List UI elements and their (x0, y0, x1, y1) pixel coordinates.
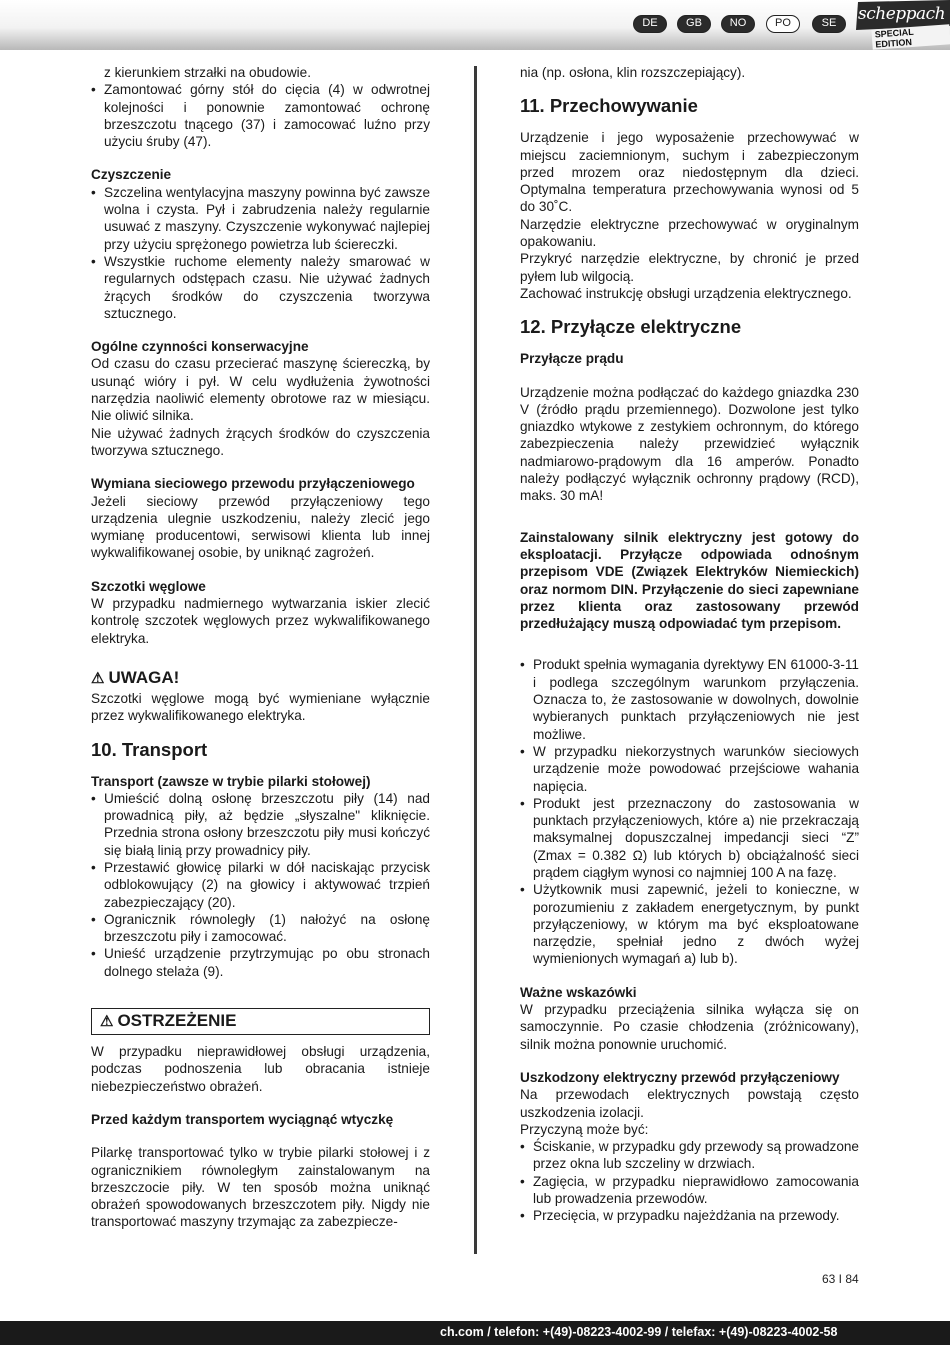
paragraph: W przypadku nadmiernego wytwarzania iskier zlecić kontrolę szczotek węglowych przez wykwalifikowanego elektryka. (91, 596, 430, 646)
caution-label: UWAGA! (108, 667, 180, 687)
paragraph: nia (np. osłona, klin rozszczepiający). (520, 65, 746, 80)
list-item: • W przypadku niekorzystnych warunków sieciowych urządzenie może powodować przejściowe wahania napięcia. (520, 743, 859, 795)
paragraph: Szczotki węglowe mogą być wymieniane wyłącznie przez wykwalifikowanego elektryka. (91, 690, 430, 724)
bullet-list (520, 656, 859, 967)
lang-badge-se[interactable]: SE (812, 15, 846, 33)
paragraph: Pilarkę transportować tylko w trybie pilarki stołowej i z ogranicznikiem równoległym zainstalowanym na brzeszczocie piły. W ten sposób można uniknąć obrażeń spowodowanych brzeszczotem piły. Nigdy nie transportować maszyny trzymając za zabezpiecze- (91, 1145, 430, 1230)
list-item: • Wszystkie ruchome elementy należy smarować w regularnych odstępach czasu. Nie używać żadnych żrących środków do czyszczenia tworzywa sztucznego. (91, 253, 430, 322)
paragraph: Urządzenie i jego wyposażenie przechowywać w miejscu zaciemnionym, suchym i zabezpieczonym przed mrozem oraz niedostępnym dla dzieci. Optymalna temperatura przechowywania wynosi od 5 do 30˚C. (520, 130, 859, 215)
lang-badge-no[interactable]: NO (721, 15, 755, 33)
paragraph: Przyczyną może być: (520, 1121, 649, 1137)
list-item: • Umieścić dolną osłonę brzeszczotu piły (14) nad prowadnicą piły, aż będzie „słyszalne" kliknięcie. Przednia strona osłony brzeszczotu piły musi kończyć się białą linią przy prowadnicy piły. (91, 790, 430, 859)
list-item: • Ogranicznik równoległy (1) nałożyć na osłonę brzeszczotu piły i zamocować. (91, 911, 430, 946)
list-item: • Ściskanie, w przypadku gdy przewody są prowadzone przez okna lub szczeliny w drzwiach. (520, 1138, 859, 1173)
heading-damaged-cable: Uszkodzony elektryczny przewód przyłączeniowy (520, 1069, 840, 1085)
column-divider (474, 66, 477, 1254)
heading-cleaning: Czyszczenie (91, 167, 172, 183)
bullet-list (91, 790, 430, 980)
caution-heading (91, 667, 430, 690)
paragraph: Urządzenie można podłączać do każdego gniazdka 230 V (źródło prądu przemiennego). Dozwolone jest tylko gniazdko wtykowe z zestykiem ochronnym, do którego zabezpieczenia należy przewidzieć wyłącznik nadmiarowo-prądowym dla 16 amperów. Ponadto należy podłączyć wyłącznik ochronny prądowy (RCD), maks. 30 mA! (520, 384, 859, 504)
paragraph: W przypadku nieprawidłowej obsługi urządzenia, podczas podnoszenia lub obracania istnieje niebezpieczeństwo obrażeń. (91, 1044, 430, 1094)
left-column (91, 64, 430, 1231)
heading-general-maintenance: Ogólne czynności konserwacyjne (91, 339, 309, 355)
lang-badge-de[interactable]: DE (633, 15, 667, 33)
list-item: • Szczelina wentylacyjna maszyny powinna być zawsze wolna i czysta. Pył i zabrudzenia należy regularnie usuwać z maszyny. Czyszczenie wykonywać najlepiej przy użyciu sprężonego powietrza lub ściereczki. (91, 184, 430, 253)
paragraph: W przypadku przeciążenia silnika wyłącza się on samoczynnie. Po czasie chłodzenia (zróżnicowany), silnik można ponownie uruchomić. (520, 1002, 859, 1052)
paragraph: Na przewodach elektrycznych powstają często uszkodzenia izolacji. (520, 1087, 859, 1120)
brand-logo-subtitle: SPECIAL EDITION (871, 24, 950, 49)
list-item: • Zagięcia, w przypadku nieprawidłowo zamocowania lub prowadzenia przewodów. (520, 1173, 859, 1208)
brand-logo-text: scheppach (858, 4, 946, 24)
heading-carbon-brushes: Szczotki węglowe (91, 578, 206, 594)
warning-box (91, 1008, 430, 1035)
paragraph: Jeżeli sieciowy przewód przyłączeniowy tego urządzenia ulegnie uszkodzeniu, należy zlecić jego wymianę producentowi, serwisowi klienta lub innej wykwalifikowanej osobie, by uniknąć zagrożeń. (91, 493, 430, 561)
heading-important-notes: Ważne wskazówki (520, 984, 637, 1000)
paragraph: Przykryć narzędzie elektryczne, by chronić je przed pyłem lub wilgocią. (520, 251, 859, 284)
paragraph: z kierunkiem strzałki na obudowie. (104, 65, 312, 80)
page-header (0, 0, 950, 50)
page-number: 63 I 84 (822, 1272, 859, 1286)
heading-power-connection: Przyłącze prądu (520, 351, 624, 367)
bullet-list (91, 184, 430, 322)
heading-cable-replacement: Wymiana sieciowego przewodu przyłączeniowego (91, 476, 415, 492)
heading-electrical-connection: 12. Przyłącze elektryczne (520, 316, 742, 338)
paragraph: Zachować instrukcję obsługi urządzenia elektrycznego. (520, 285, 852, 301)
list-item: • Zamontować górny stół do cięcia (4) w odwrotnej kolejności i ponownie zamontować ochronę brzeszczotu tnącego (37) i zamocować luźno przy użyciu śruby (47). (91, 81, 430, 150)
heading-transport-mode: Transport (zawsze w trybie pilarki stołowej) (91, 773, 371, 789)
list-item: • Przecięcia, w przypadku najeżdżania na przewody. (520, 1207, 859, 1224)
paragraph-bold: Zainstalowany silnik elektryczny jest gotowy do eksploatacji. Przyłącze odpowiada odnośnym przepisom VDE (Związek Elektryków Niemieckich) oraz normom DIN. Przyłączenie do sieci zapewniane przez klienta oraz zastosowany przewód przedłużający muszą odpowiadać tym przepisom. (520, 529, 859, 632)
warning-label: OSTRZEŻENIE (117, 1011, 237, 1031)
bullet-list (520, 1138, 859, 1224)
list-item: • Unieść urządzenie przytrzymując po obu stronach dolnego stelaża (9). (91, 945, 430, 980)
list-item: • Produkt spełnia wymagania dyrektywy EN 61000-3-11 i podlega szczególnym warunkom przyłączenia. Oznacza to, że zastosowanie w dowolnych, dowolnie wybieranych punktach przyłączeniowych nie jest możliwe. (520, 656, 859, 742)
warning-triangle-icon: ⚠ (91, 669, 105, 687)
heading-transport: 10. Transport (91, 738, 208, 760)
warning-triangle-icon: ⚠ (100, 1013, 114, 1031)
lang-badge-po[interactable]: PO (766, 15, 800, 33)
paragraph: Narzędzie elektryczne przechowywać w oryginalnym opakowaniu. (520, 216, 859, 250)
footer-contact: ch.com / telefon: +(49)-08223-4002-99 / telefax: +(49)-08223-4002-58 (440, 1325, 838, 1339)
heading-storage: 11. Przechowywanie (520, 95, 698, 117)
lang-badge-gb[interactable]: GB (677, 15, 711, 33)
heading-unplug: Przed każdym transportem wyciągnąć wtyczkę (91, 1111, 394, 1127)
paragraph: Od czasu do czasu przecierać maszynę ściereczką, by usunąć wióry i pył. W celu wydłużenia żywotności narzędzia naoliwić elementy obrotowe raz w miesiącu. Nie oliwić silnika. (91, 356, 430, 424)
list-item: • Użytkownik musi zapewnić, jeżeli to konieczne, w porozumieniu z zakładem energetycznym, by punkt przyłączeniowy, w którym ma być eksploatowane narzędzie, spełniał jedno z dwóch wyżej wymienionych wymagań a) lub b). (520, 881, 859, 967)
list-item: • Przestawić głowicę pilarki w dół naciskając przycisk odblokowujący (2) na głowicy i aktywować trzpień zabezpieczający (20). (91, 859, 430, 911)
list-item: • Produkt jest przeznaczony do zastosowania w punktach przyłączeniowych, które a) nie przekraczają maksymalnej dopuszczalnej impedancji sieci “Z” (Zmax = 0.382 Ω) lub których b) obciążalność sieci prądem ciągłym wynosi co najmniej 100 A na fazę. (520, 795, 859, 881)
paragraph: Nie używać żadnych żrących środków do czyszczenia tworzywa sztucznego. (91, 425, 430, 458)
page-footer (0, 1321, 950, 1345)
bullet-list (91, 81, 430, 150)
right-column (520, 64, 859, 1225)
